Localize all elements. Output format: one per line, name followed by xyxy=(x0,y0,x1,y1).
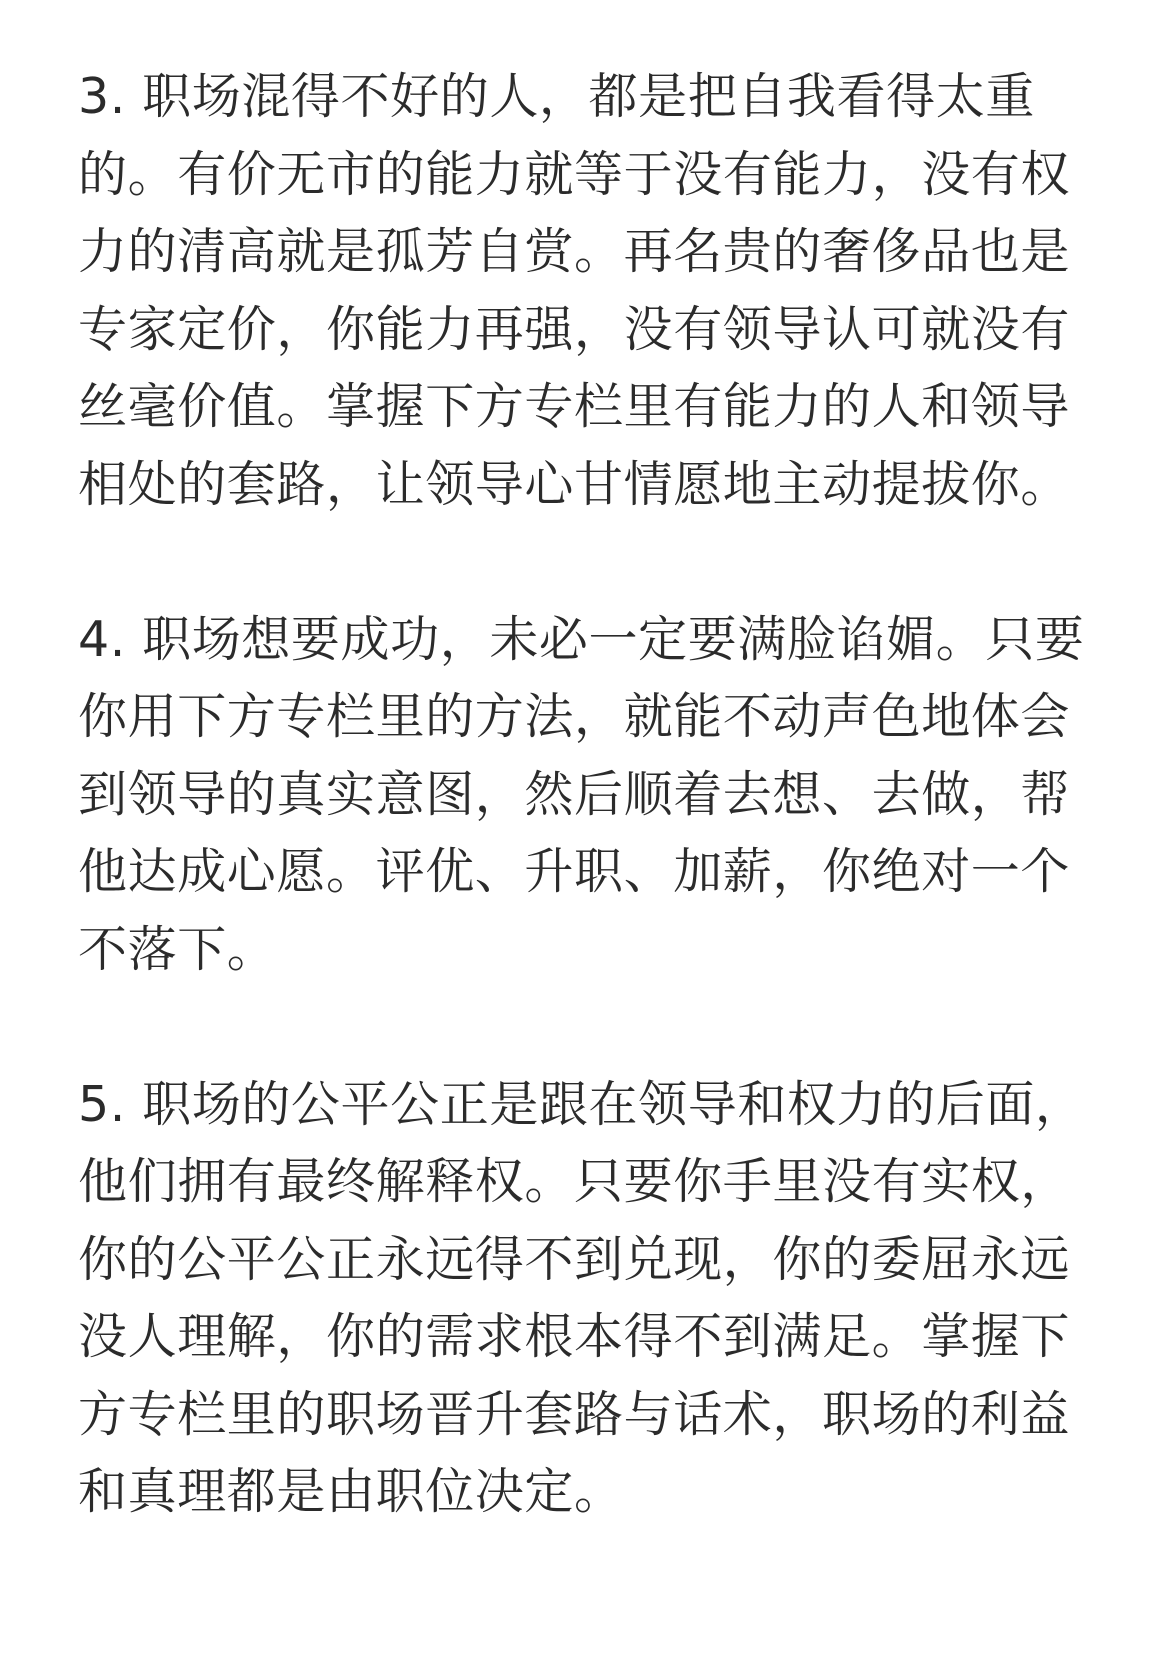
paragraph-3: 3. 职场混得不好的人，都是把自我看得太重的。有价无市的能力就等于没有能力，没有权力的清高就是孤芳自赏。再名贵的奢侈品也是专家定价，你能力再强，没有领导认可就没有丝毫价值。掌握下方专栏里有能力的人和领导相处的套路，让领导心甘情愿地主动提拔你。 xyxy=(78,68,1071,513)
paragraph-4: 4. 职场想要成功，未必一定要满脸谄媚。只要你用下方专栏里的方法，就能不动声色地体会到领导的真实意图，然后顺着去想、去做，帮他达成心愿。评优、升职、加薪，你绝对一个不落下。 xyxy=(78,610,1085,978)
paragraph-spacer xyxy=(78,988,1088,1066)
paragraph-spacer xyxy=(78,523,1088,601)
article-body xyxy=(78,58,1088,1531)
paragraph-5: 5. 职场的公平公正是跟在领导和权力的后面，他们拥有最终解释权。只要你手里没有实权，你的公平公正永远得不到兑现，你的委屈永远没人理解，你的需求根本得不到满足。掌握下方专栏里的职场晋升套路与话术，职场的利益和真理都是由职位决定。 xyxy=(78,1075,1085,1520)
